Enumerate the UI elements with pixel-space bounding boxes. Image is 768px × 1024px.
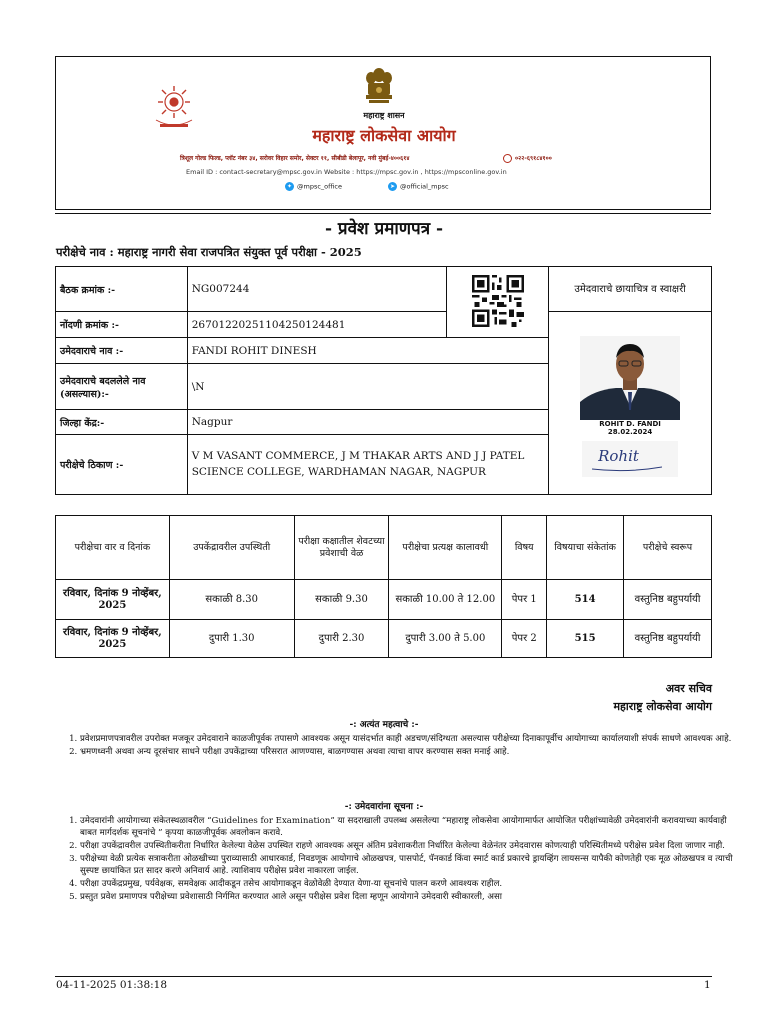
- twitter-text: @mpsc_office: [297, 182, 343, 191]
- exam-venue-value: V M VASANT COMMERCE, J M THAKAR ARTS AND J J PATEL SCIENCE COLLEGE, WARDHAMAN NAGAR, NAGPUR: [187, 435, 548, 495]
- instructions-list: [56, 815, 740, 904]
- changed-name-value: \N: [187, 364, 548, 410]
- list-item: 1. प्रवेशप्रमाणपत्रावरील उपरोक्त मजकूर उमेदवाराने काळजीपूर्वक तपासणे आवश्यक असून यासंदर्भात काही अडचण/संदिग्धता असल्यास परीक्षेच्या दिनाकापूर्वीच आयोगाच्या कार्यालयाशी संपर्क साधणे आवश्यक आहे.: [80, 733, 740, 745]
- signature-text: Rohit: [598, 446, 639, 465]
- row-subject: पेपर 1: [502, 580, 547, 620]
- government-line: महाराष्ट्र शासन: [363, 111, 405, 120]
- qr-code-cell: [447, 267, 549, 338]
- list-item: 4. परीक्षा उपकेंद्रप्रमुख, पर्यवेक्षक, समवेक्षक आदीकडून तसेच आयोगाकडून वेळोवेळी देण्यात येणा-या सूचनांचे पालन करणे आवश्यक राहील.: [80, 878, 740, 890]
- row-attendance: दुपारी 1.30: [169, 620, 294, 658]
- row-exam-type: वस्तुनिष्ठ बहुपर्यायी: [624, 580, 712, 620]
- seat-number-value: NG007244: [187, 267, 447, 312]
- phone-number: [503, 154, 552, 163]
- phone-icon: [503, 154, 512, 163]
- district-center-label: जिल्हा केंद्र:-: [56, 410, 188, 435]
- signatory-organisation: महाराष्ट्र लोकसेवा आयोग: [613, 699, 712, 713]
- table-row: [56, 620, 712, 658]
- row-subject-code: 515: [547, 620, 624, 658]
- photo-header: उमेदवाराचे छायाचित्र व स्वाक्षरी: [549, 267, 712, 312]
- row-subject: पेपर 2: [502, 620, 547, 658]
- state-emblem-icon: [362, 66, 396, 108]
- district-center-value: Nagpur: [187, 410, 548, 435]
- mpsc-emblem-icon: [148, 82, 200, 134]
- important-list: [56, 733, 740, 759]
- candidate-photo-image: [580, 336, 680, 420]
- twitter-handle: [285, 182, 342, 191]
- registration-number-label: नोंदणी क्रमांक :-: [56, 312, 188, 338]
- row-subject-code: 514: [547, 580, 624, 620]
- candidate-name-value: FANDI ROHIT DINESH: [187, 338, 548, 364]
- candidate-signature: [582, 441, 678, 477]
- candidate-name-label: उमेदवाराचे नाव :-: [56, 338, 188, 364]
- row-date: रविवार, दिनांक 9 नोव्हेंबर, 2025: [56, 620, 170, 658]
- row-date: रविवार, दिनांक 9 नोव्हेंबर, 2025: [56, 580, 170, 620]
- page-number: 1: [704, 979, 711, 991]
- twitter-icon: ✦: [286, 183, 293, 190]
- footer-timestamp: 04-11-2025 01:38:18: [56, 979, 168, 991]
- header-rule: [55, 213, 711, 214]
- header-date: परीक्षेचा वार व दिनांक: [56, 516, 170, 580]
- table-row: [56, 580, 712, 620]
- header-duration: परीक्षेचा प्रत्यक्ष कालावधी: [389, 516, 502, 580]
- row-last-entry: सकाळी 9.30: [294, 580, 389, 620]
- exam-schedule-table: [55, 515, 712, 658]
- changed-name-label: उमेदवाराचे बदललेले नाव (असल्यास):-: [56, 364, 188, 410]
- row-duration: सकाळी 10.00 ते 12.00: [389, 580, 502, 620]
- list-item: 3. परीक्षेच्या वेळी प्रत्येक सत्राकरीता ओळखीच्या पुराव्यासाठी आधारकार्ड, निवडणूक आयोगाचे ओळखपत्र, पासपोर्ट, पॅनकार्ड किंवा स्मार्ट कार्ड प्रकारचे ड्रायव्हिंग लायसन्स यापैकी कोणतेही एक मूळ ओळखपत्र व त्याची सुस्पष्ट छायांकित प्रत सादर करणे अनिवार्य आहे. त्याशिवाय परीक्षेस प्रवेश नाकारला जाईल.: [80, 853, 740, 877]
- header-attendance: उपकेंद्रावरील उपस्थिती: [169, 516, 294, 580]
- telegram-icon: ➤: [389, 183, 396, 190]
- qr-code-icon: [472, 275, 524, 327]
- row-exam-type: वस्तुनिष्ठ बहुपर्यायी: [624, 620, 712, 658]
- important-heading: -: अत्यंत महत्वाचे :-: [349, 720, 419, 730]
- row-last-entry: दुपारी 2.30: [294, 620, 389, 658]
- phone-text: ०२२-६९१८४१००: [515, 155, 552, 162]
- registration-number-value: 2670122025110425012448​1: [187, 312, 447, 338]
- header-subject-code: विषयाचा संकेतांक: [547, 516, 624, 580]
- candidate-info-table: [55, 266, 712, 495]
- photo-signature-cell: [549, 312, 712, 495]
- list-item: 2. परीक्षा उपकेंद्रावरील उपस्थितीकरीता निर्धारित केलेल्या वेळेस उपस्थित राहणे आवश्यक असून अंतिम प्रवेशाकरीता निर्धारित केलेल्या वेळेनंतर उमेदवारास कोणत्याही परिस्थितीमध्ये परीक्षेस प्रवेश दिला जाणार नाही.: [80, 840, 740, 852]
- signature-underline: [592, 465, 662, 473]
- schedule-header-row: [56, 516, 712, 580]
- list-item: 5. प्रस्तुत प्रवेश प्रमाणपत्र परीक्षेच्या प्रवेशासाठी निर्गमित करण्यात आले असून परीक्षेस प्रवेश दिला म्हणून आयोगाने उमेदवारी स्वीकारली, असा: [80, 891, 740, 903]
- document-title: - प्रवेश प्रमाणपत्र -: [324, 219, 444, 239]
- photo-caption-date: 28.02.2024: [607, 427, 653, 436]
- seat-number-label: बैठक क्रमांक :-: [56, 267, 188, 312]
- exam-name: परीक्षेचे नाव : महाराष्ट्र नागरी सेवा राजपत्रित संयुक्त पूर्व परीक्षा - 2025: [56, 245, 362, 259]
- telegram-text: @official_mpsc: [400, 182, 449, 191]
- row-attendance: सकाळी 8.30: [169, 580, 294, 620]
- candidate-photo: [580, 336, 680, 436]
- list-item: 2. भ्रमणध्वनी अथवा अन्य दूरसंचार साधने परीक्षा उपकेंद्राच्या परिसरात आणण्यास, बाळगण्यास अथवा त्याचा वापर करण्यास सक्त मनाई आहे.: [80, 746, 740, 758]
- telegram-handle: [388, 182, 449, 191]
- instructions-heading: -: उमेदवारांना सूचना :-: [344, 802, 424, 812]
- header-last-entry: परीक्षा कक्षातील शेवटच्या प्रवेशाची वेळ: [294, 516, 389, 580]
- signatory-designation: अवर सचिव: [665, 682, 712, 695]
- footer-rule: [55, 976, 712, 977]
- photo-caption-name: ROHIT D. FANDI: [599, 420, 661, 428]
- row-duration: दुपारी 3.00 ते 5.00: [389, 620, 502, 658]
- commission-title: महाराष्ट्र लोकसेवा आयोग: [312, 126, 456, 145]
- exam-venue-label: परीक्षेचे ठिकाण :-: [56, 435, 188, 495]
- office-address: त्रिशूल गोल्ड फिल्ड, प्लॉट नंबर ३४, सरोवर विहार समोर, सेक्टर ११, सीबीडी बेलापूर, नवी मुंबई-४००६१४: [180, 155, 410, 162]
- signatory-block: [613, 680, 712, 715]
- contact-line: Email ID : contact-secretary@mpsc.gov.in Website : https://mpsc.gov.in , https://mpsconline.gov.in: [186, 168, 507, 176]
- header-exam-type: परीक्षेचे स्वरूप: [624, 516, 712, 580]
- header-subject: विषय: [502, 516, 547, 580]
- list-item: 1. उमेदवारांनी आयोगाच्या संकेतस्थळावरील “Guidelines for Examination” या सदराखाली उपलब्ध असलेल्या “महाराष्ट्र लोकसेवा आयोगामार्फत आयोजित परीक्षांच्यावेळी उमेदवारांनी करावयाच्या कार्यवाही बाबत मार्गदर्शक सूचनांचे ” कृपया काळजीपूर्वक अवलोकन करावे.: [80, 815, 740, 839]
